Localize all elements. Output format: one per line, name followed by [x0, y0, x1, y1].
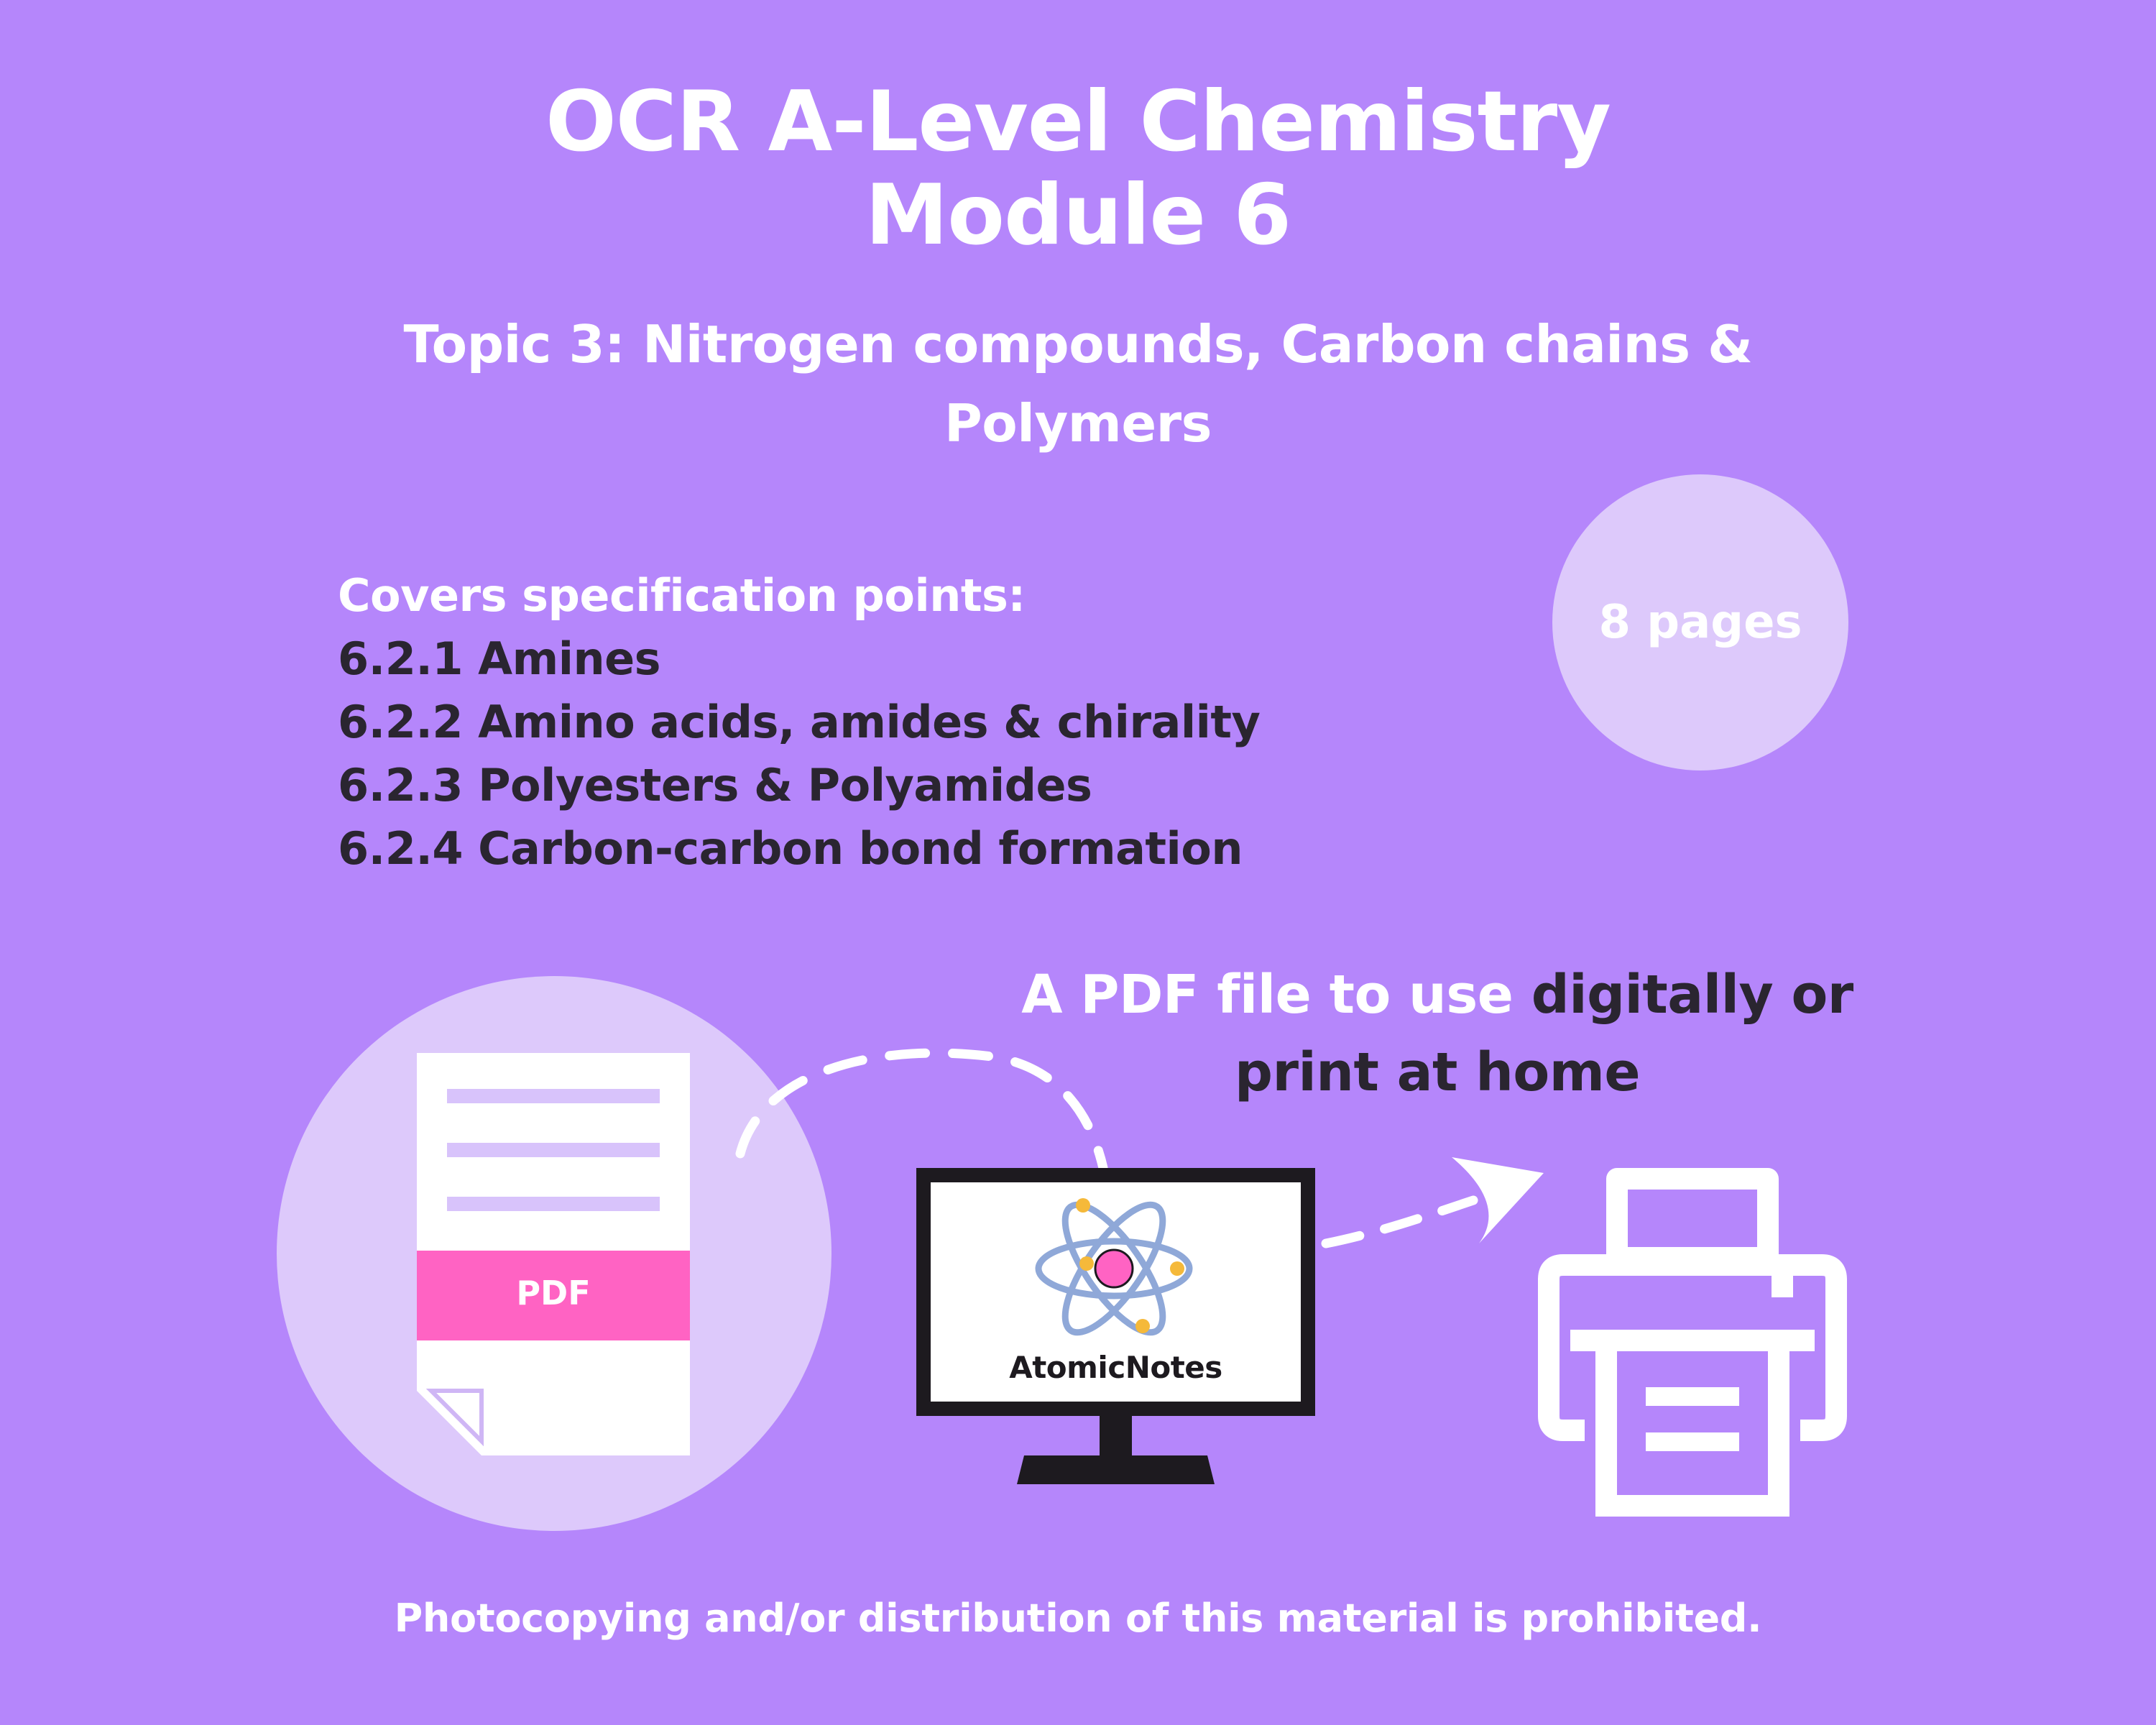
- tagline-part4: print at home: [1234, 1041, 1641, 1103]
- pdf-label: PDF: [516, 1274, 591, 1312]
- topic-subtitle-line2: Polymers: [944, 393, 1212, 454]
- spec-item: 6.2.1 Amines: [338, 632, 661, 685]
- spec-item: 6.2.3 Polyesters & Polyamides: [338, 759, 1092, 811]
- atom-logo-icon: [1021, 1190, 1207, 1340]
- spec-item: 6.2.2 Amino acids, amides & chirality: [338, 696, 1261, 748]
- spec-heading: Covers specification points:: [338, 569, 1026, 622]
- printer-icon: [1538, 1168, 1847, 1520]
- brand-name: AtomicNotes: [1009, 1350, 1222, 1385]
- module-title: Module 6: [865, 167, 1291, 264]
- topic-subtitle-line1: Topic 3: Nitrogen compounds, Carbon chains &: [403, 314, 1753, 374]
- page-count-label: 8 pages: [1598, 596, 1802, 649]
- tagline-part3: or: [1773, 964, 1853, 1026]
- spec-item: 6.2.4 Carbon-carbon bond formation: [338, 822, 1243, 875]
- tagline-part1: A PDF file to use: [1021, 964, 1531, 1026]
- tagline-part2: digitally: [1531, 964, 1774, 1026]
- copyright-notice: Photocopying and/or distribution of this material is prohibited.: [394, 1596, 1762, 1641]
- page-title: OCR A-Level Chemistry: [545, 73, 1611, 170]
